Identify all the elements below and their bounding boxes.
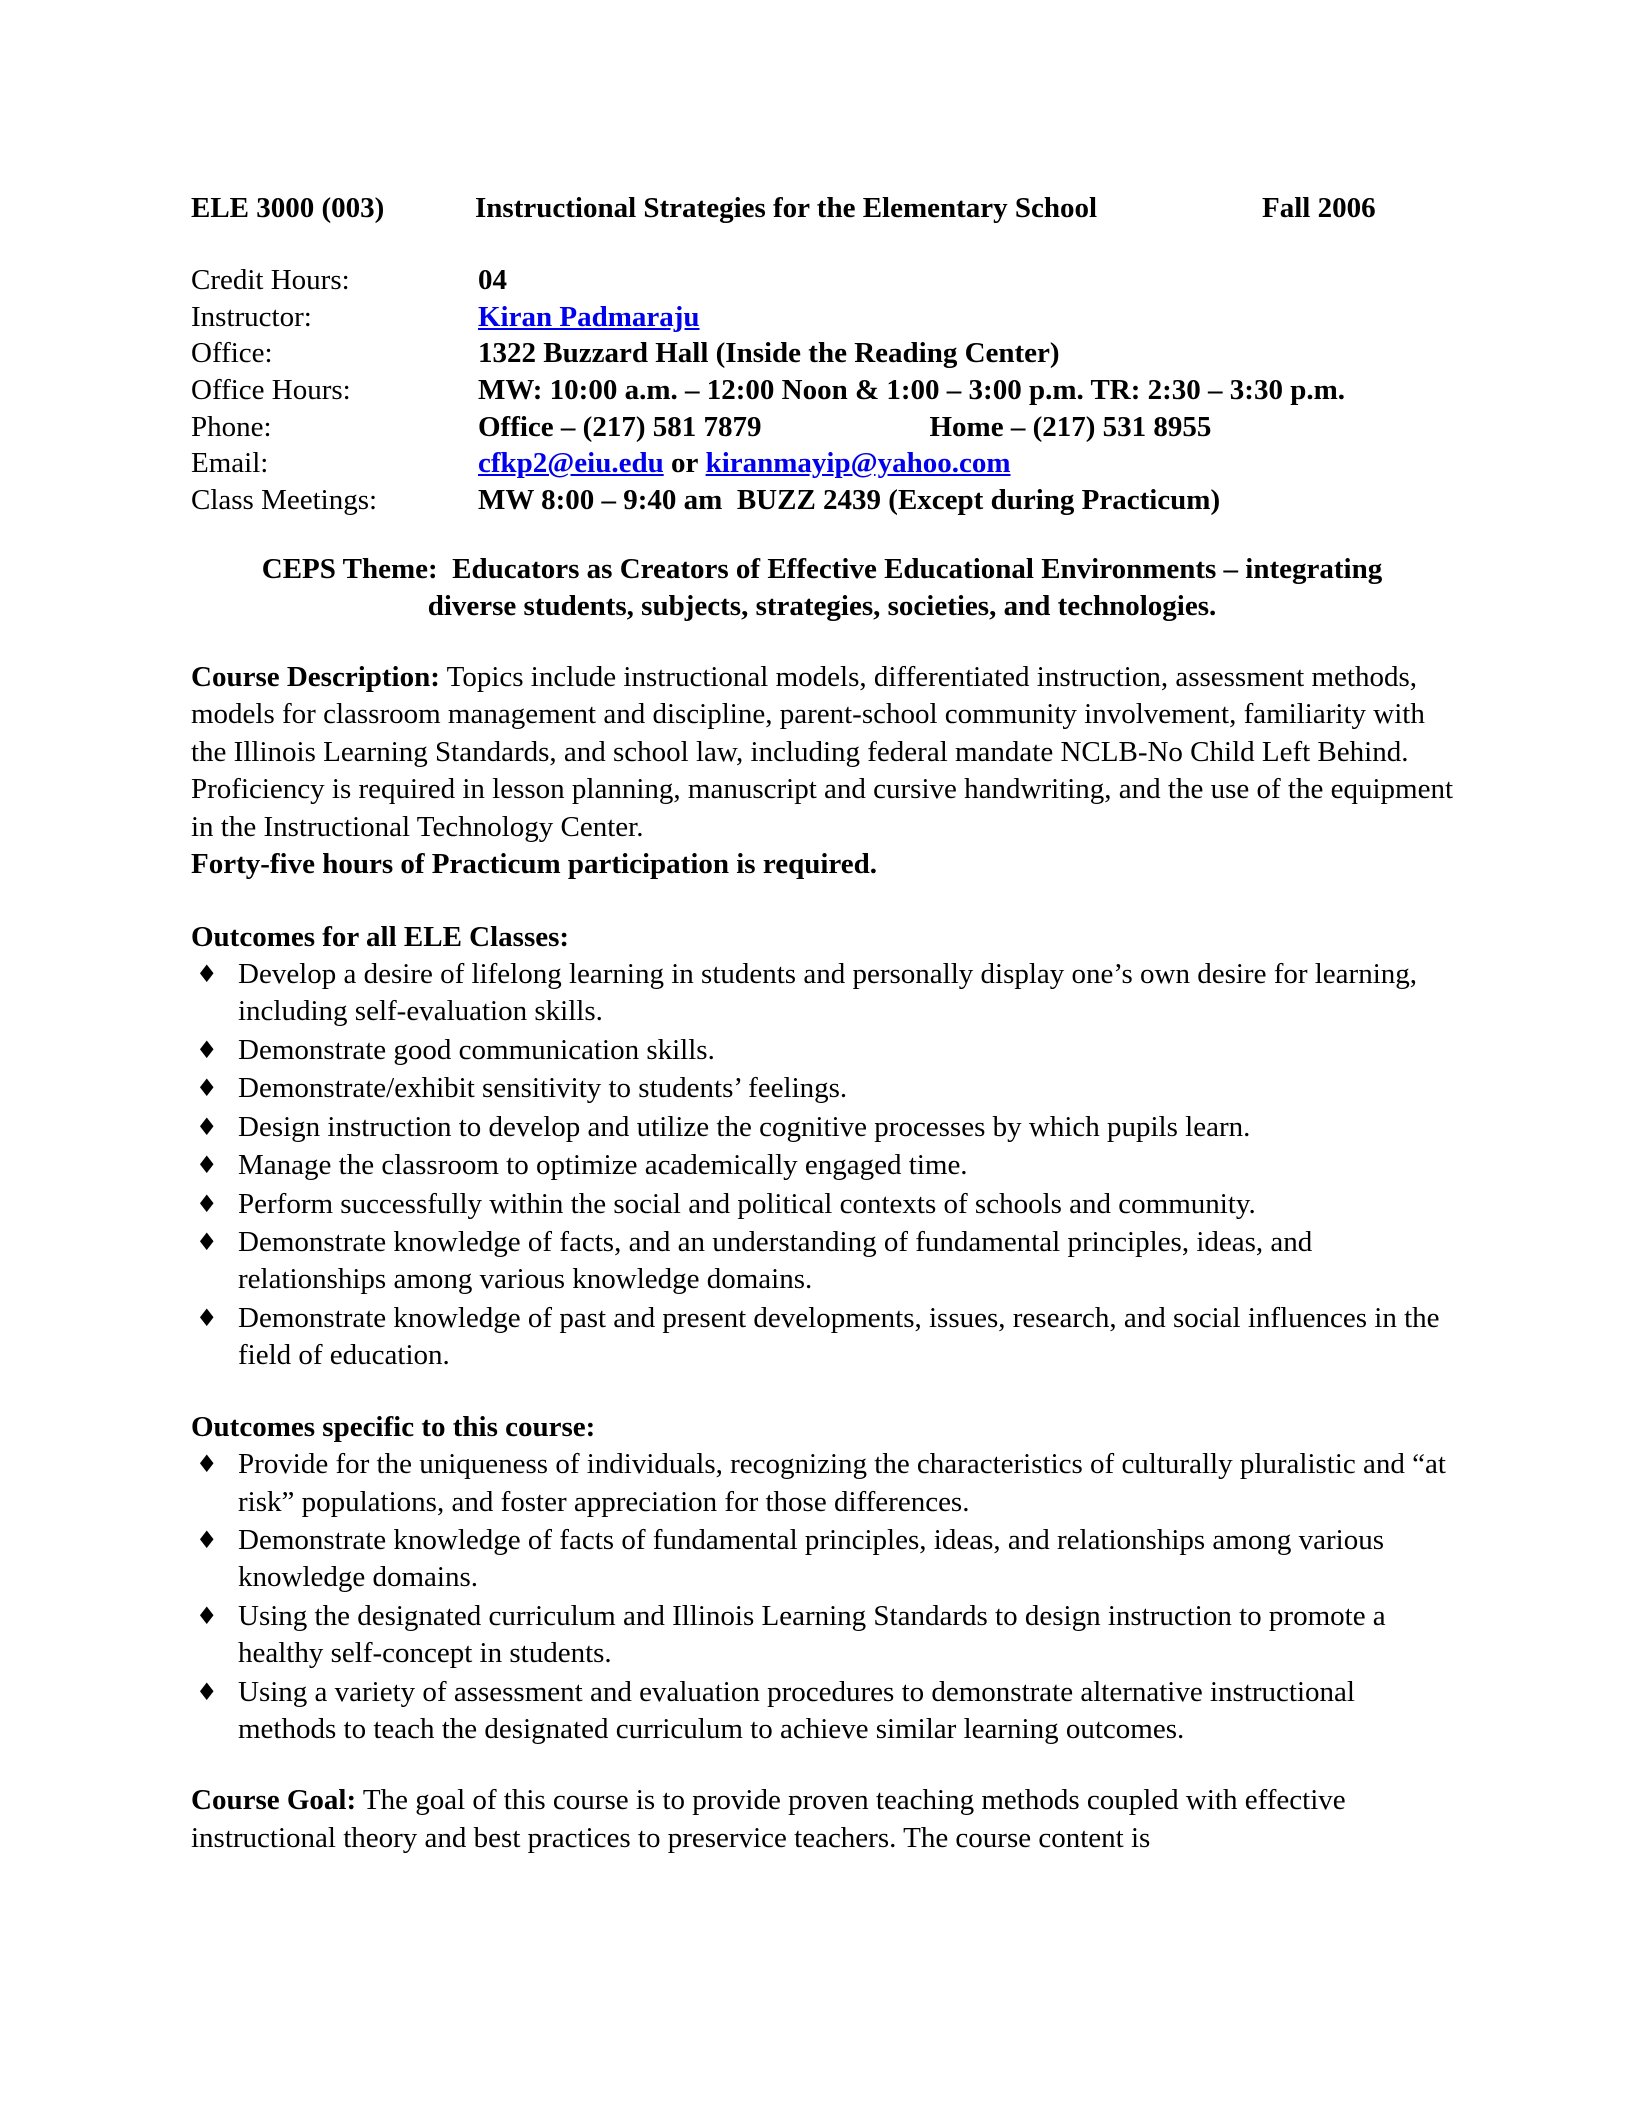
info-label: Office: bbox=[191, 337, 273, 370]
outcome-item bbox=[191, 1674, 1453, 1749]
info-row-office bbox=[191, 335, 1453, 372]
info-row-credit-hours bbox=[191, 262, 1453, 299]
office-value: 1322 Buzzard Hall (Inside the Reading Center) bbox=[478, 337, 1060, 370]
outcome-item bbox=[191, 1522, 1453, 1597]
outcome-text: Demonstrate knowledge of facts of fundamental principles, ideas, and relationships among various knowledge domains. bbox=[238, 1524, 1384, 1594]
info-row-class-meetings bbox=[191, 482, 1453, 519]
info-row-email bbox=[191, 445, 1453, 482]
outcome-item bbox=[191, 1186, 1453, 1223]
outcome-item bbox=[191, 1598, 1453, 1673]
course-info-table bbox=[191, 262, 1453, 519]
email-secondary-link[interactable]: kiranmayip@yahoo.com bbox=[705, 447, 1011, 480]
outcome-text: Develop a desire of lifelong learning in students and personally display one’s own desire for learning, including self-evaluation skills. bbox=[238, 957, 1418, 1028]
diamond-bullet-icon: ♦ bbox=[196, 1228, 218, 1257]
phone-office-value: Office – (217) 581 7879 bbox=[478, 410, 762, 443]
course-title: Instructional Strategies for the Elementary School bbox=[475, 192, 1098, 224]
email-primary-link[interactable]: cfkp2@eiu.edu bbox=[478, 447, 664, 480]
syllabus-page bbox=[191, 190, 1453, 1857]
goal-body: The goal of this course is to provide proven teaching methods coupled with effective instructional theory and best practices to preservice teachers. The course content is bbox=[191, 1784, 1346, 1854]
instructor-link[interactable]: Kiran Padmaraju bbox=[478, 300, 700, 333]
diamond-bullet-icon: ♦ bbox=[196, 1303, 218, 1332]
outcome-text: Design instruction to develop and utilize the cognitive processes by which pupils learn. bbox=[238, 1110, 1251, 1143]
diamond-bullet-icon: ♦ bbox=[196, 1151, 218, 1180]
diamond-bullet-icon: ♦ bbox=[196, 1035, 218, 1064]
info-label: Office Hours: bbox=[191, 374, 351, 407]
course-header bbox=[191, 190, 1453, 230]
diamond-bullet-icon: ♦ bbox=[196, 1526, 218, 1555]
diamond-bullet-icon: ♦ bbox=[196, 1677, 218, 1706]
credit-hours-value: 04 bbox=[478, 264, 507, 296]
info-label: Class Meetings: bbox=[191, 484, 378, 517]
outcomes-course-list bbox=[191, 1446, 1453, 1748]
outcomes-all-list bbox=[191, 956, 1453, 1375]
outcome-item bbox=[191, 1147, 1453, 1184]
diamond-bullet-icon: ♦ bbox=[196, 1112, 218, 1141]
description-body: Topics include instructional models, differentiated instruction, assessment methods, models for classroom management and discipline, parent-school community involvement, familiarity with the Illinois Learning Standards, and school law, including federal mandate NCLB-No Child Left Behind. Proficiency is required in lesson planning, manuscript and cursive handwriting, and the use of the equipment in the Instructional Technology Center. bbox=[191, 660, 1453, 843]
description-emphasis: Forty-five hours of Practicum participation is required. bbox=[191, 848, 877, 881]
info-row-office-hours bbox=[191, 372, 1453, 409]
outcome-item bbox=[191, 1032, 1453, 1069]
diamond-bullet-icon: ♦ bbox=[196, 1189, 218, 1218]
ceps-theme bbox=[191, 551, 1453, 625]
email-connector: or bbox=[670, 447, 699, 480]
goal-heading: Course Goal: bbox=[191, 1784, 357, 1817]
outcome-text: Provide for the uniqueness of individuals, recognizing the characteristics of culturally pluralistic and “at risk” populations, and foster appreciation for those differences. bbox=[238, 1448, 1446, 1518]
diamond-bullet-icon: ♦ bbox=[196, 959, 218, 988]
outcome-text: Demonstrate good communication skills. bbox=[238, 1033, 715, 1066]
info-label: Credit Hours: bbox=[191, 264, 350, 296]
theme-line-1: CEPS Theme: Educators as Creators of Effective Educational Environments – integrating bbox=[261, 552, 1383, 585]
course-description bbox=[191, 659, 1453, 884]
outcome-item bbox=[191, 1446, 1453, 1521]
course-code: ELE 3000 (003) bbox=[191, 192, 385, 224]
office-hours-value: MW: 10:00 a.m. – 12:00 Noon & 1:00 – 3:00 p.m. TR: 2:30 – 3:30 p.m. bbox=[478, 374, 1345, 407]
outcome-text: Using the designated curriculum and Illinois Learning Standards to design instruction to promote a healthy self-concept in students. bbox=[238, 1599, 1386, 1670]
outcome-item bbox=[191, 1070, 1453, 1107]
theme-line-2: diverse students, subjects, strategies, societies, and technologies. bbox=[427, 589, 1217, 622]
diamond-bullet-icon: ♦ bbox=[196, 1450, 218, 1479]
outcome-text: Demonstrate knowledge of facts, and an understanding of fundamental principles, ideas, and relationships among various knowledge domains. bbox=[238, 1226, 1313, 1296]
course-term: Fall 2006 bbox=[1262, 192, 1376, 224]
diamond-bullet-icon: ♦ bbox=[196, 1601, 218, 1630]
class-meetings-value: MW 8:00 – 9:40 am BUZZ 2439 (Except during Practicum) bbox=[478, 484, 1221, 517]
outcome-text: Manage the classroom to optimize academically engaged time. bbox=[238, 1149, 968, 1182]
info-row-instructor bbox=[191, 299, 1453, 336]
outcome-item bbox=[191, 1300, 1453, 1375]
info-row-phone bbox=[191, 409, 1453, 446]
outcome-text: Perform successfully within the social and political contexts of schools and community. bbox=[238, 1187, 1256, 1220]
outcome-item bbox=[191, 956, 1453, 1031]
info-label: Phone: bbox=[191, 410, 272, 443]
info-label: Instructor: bbox=[191, 300, 312, 333]
outcome-item bbox=[191, 1109, 1453, 1146]
outcomes-all-heading: Outcomes for all ELE Classes: bbox=[191, 920, 570, 953]
diamond-bullet-icon: ♦ bbox=[196, 1074, 218, 1103]
outcome-item bbox=[191, 1224, 1453, 1299]
outcome-text: Demonstrate knowledge of past and present developments, issues, research, and social influences in the field of education. bbox=[238, 1301, 1440, 1372]
outcome-text: Using a variety of assessment and evaluation procedures to demonstrate alternative instructional methods to teach the designated curriculum to achieve similar learning outcomes. bbox=[238, 1675, 1355, 1746]
description-heading: Course Description: bbox=[191, 660, 440, 693]
outcomes-course-heading: Outcomes specific to this course: bbox=[191, 1411, 596, 1444]
outcome-text: Demonstrate/exhibit sensitivity to students’ feelings. bbox=[238, 1072, 848, 1105]
course-goal bbox=[191, 1782, 1453, 1857]
info-label: Email: bbox=[191, 447, 269, 480]
phone-home-value: Home – (217) 531 8955 bbox=[929, 410, 1212, 443]
